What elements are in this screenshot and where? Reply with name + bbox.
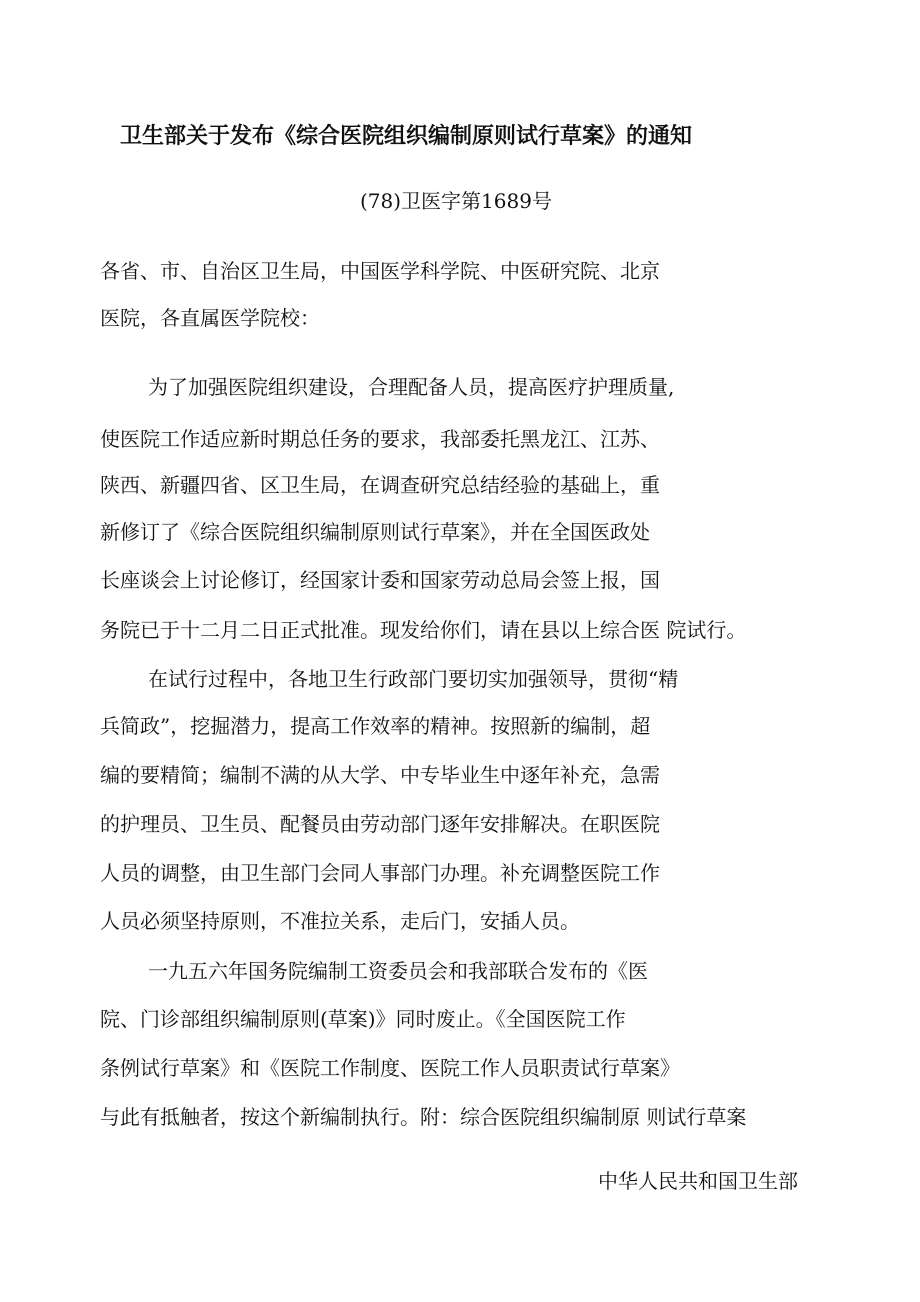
paragraph1-line: 新修订了《综合医院组织编制原则试行草案》，并在全国医政处 [100, 520, 650, 544]
paragraph2-line: 人员必须坚持原则，不准拉关系，走后门，安插人员。 [100, 909, 580, 933]
paragraph2-line: 人员的调整，由卫生部门会同人事部门办理。补充调整医院工作 [100, 861, 660, 885]
signature: 中华人民共和国卫生部 [598, 1169, 798, 1193]
paragraph2-line: 的护理员、卫生员、配餐员由劳动部门逐年安排解决。在职医院 [100, 812, 660, 836]
paragraph2-line: 编的要精简；编制不满的从大学、中专毕业生中逐年补充，急需 [100, 763, 660, 787]
paragraph1-line: 务院已于十二月二日正式批准。现发给你们，请在县以上综合医 院试行。 [100, 618, 747, 642]
paragraph1-line: 为了加强医院组织建设，合理配备人员，提高医疗护理质量, [148, 375, 675, 399]
addressee-line: 医院，各直属医学院校： [100, 306, 320, 330]
paragraph3-line: 院、门诊部组织编制原则(草案)》同时废止。《全国医院工作 [100, 1007, 626, 1031]
addressee-line: 各省、市、自治区卫生局，中国医学科学院、中医研究院、北京 [100, 259, 660, 283]
document-title: 卫生部关于发布《综合医院组织编制原则试行草案》的通知 [120, 123, 693, 149]
document-number: (78)卫医字第1689号 [360, 189, 552, 213]
paragraph3-line: 条例试行草案》和《医院工作制度、医院工作人员职责试行草案》 [100, 1056, 680, 1080]
paragraph1-line: 陕西、新疆四省、区卫生局，在调查研究总结经验的基础上，重 [100, 473, 660, 497]
paragraph1-line: 使医院工作适应新时期总任务的要求，我部委托黑龙江、江苏、 [100, 427, 660, 451]
paragraph2-line: 在试行过程中，各地卫生行政部门要切实加强领导，贯彻“精 [148, 667, 679, 691]
paragraph1-line: 长座谈会上讨论修订，经国家计委和国家劳动总局会签上报，国 [100, 568, 660, 592]
paragraph3-line: 与此有抵触者，按这个新编制执行。附：综合医院组织编制原 则试行草案 [100, 1105, 747, 1129]
paragraph3-line: 一九五六年国务院编制工资委员会和我部联合发布的《医 [148, 959, 648, 983]
paragraph2-line: 兵简政”，挖掘潜力，提高工作效率的精神。按照新的编制，超 [100, 714, 651, 738]
